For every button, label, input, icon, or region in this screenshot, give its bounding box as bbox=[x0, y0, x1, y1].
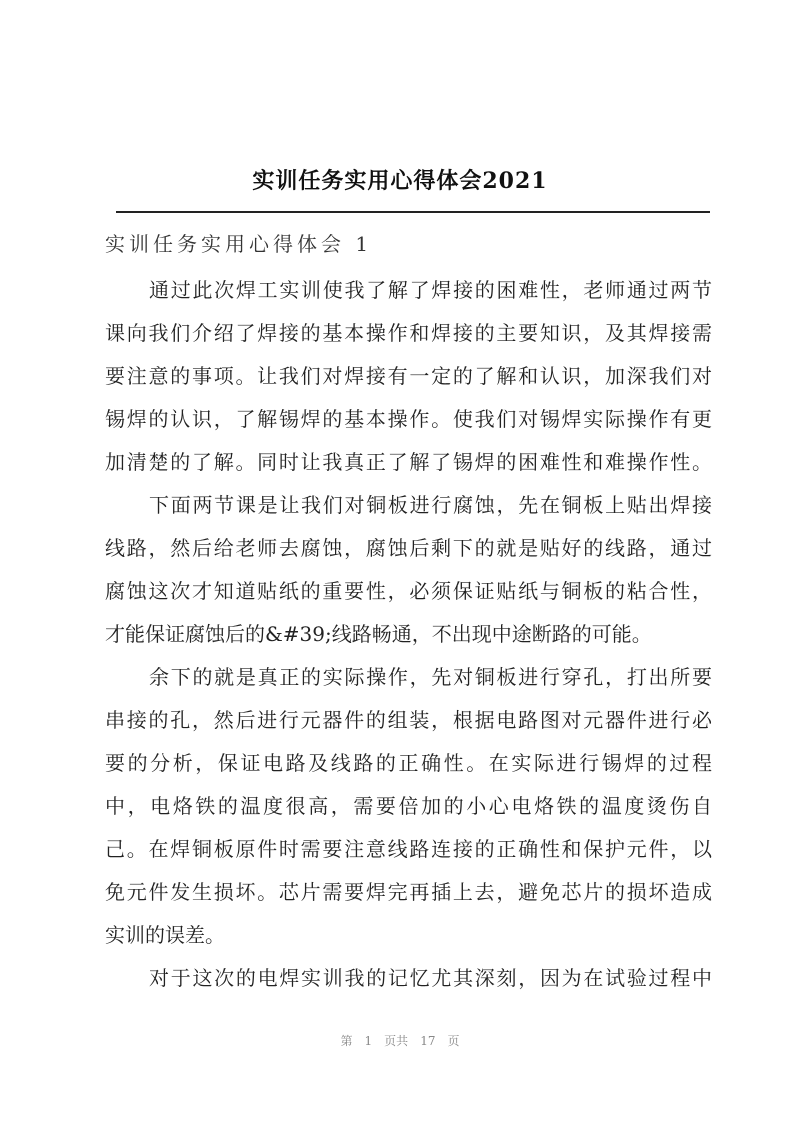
paragraph-line: 课向我们介绍了焊接的基本操作和焊接的主要知识，及其焊接需 bbox=[105, 321, 712, 345]
paragraph-line: 中，电烙铁的温度很高，需要倍加的小心电烙铁的温度烫伤自 bbox=[105, 794, 712, 818]
document-title: 实训任务实用心得体会2021 bbox=[252, 168, 548, 194]
paragraphs bbox=[105, 269, 712, 1000]
paragraph-line: 己。在焊铜板原件时需要注意线路连接的正确性和保护元件，以 bbox=[105, 837, 712, 861]
paragraph-line: 串接的孔，然后进行元器件的组装，根据电路图对元器件进行必 bbox=[105, 708, 712, 732]
paragraph-line: 线路，然后给老师去腐蚀，腐蚀后剩下的就是贴好的线路，通过 bbox=[105, 536, 712, 560]
paragraph-line: 下面两节课是让我们对铜板进行腐蚀，先在铜板上贴出焊接 bbox=[149, 493, 712, 517]
section-heading: 实训任务实用心得体会 1 bbox=[105, 232, 373, 256]
paragraph-line: 才能保证腐蚀后的&#39;线路畅通，不出现中途断路的可能。 bbox=[105, 622, 652, 646]
footer-page-number: 1 bbox=[364, 1034, 373, 1048]
paragraph-line: 余下的就是真正的实际操作，先对铜板进行穿孔，打出所要 bbox=[149, 665, 712, 689]
paragraph-line: 要注意的事项。让我们对焊接有一定的了解和认识，加深我们对 bbox=[105, 364, 712, 388]
paragraph-line: 腐蚀这次才知道贴纸的重要性，必须保证贴纸与铜板的粘合性， bbox=[105, 579, 712, 603]
page-footer bbox=[0, 1032, 800, 1049]
paragraph-line: 通过此次焊工实训使我了解了焊接的困难性，老师通过两节 bbox=[149, 278, 712, 302]
footer-total-pages: 17 bbox=[420, 1034, 436, 1048]
paragraph-line: 锡焊的认识，了解锡焊的基本操作。使我们对锡焊实际操作有更 bbox=[105, 407, 712, 431]
paragraph-line: 对于这次的电焊实训我的记忆尤其深刻，因为在试验过程中 bbox=[149, 966, 712, 990]
paragraph-line: 要的分析，保证电路及线路的正确性。在实际进行锡焊的过程 bbox=[105, 751, 712, 775]
footer-prefix: 第 bbox=[340, 1034, 353, 1048]
footer-middle: 页共 bbox=[384, 1034, 409, 1048]
document-body bbox=[105, 226, 712, 1000]
paragraph-line: 加清楚的了解。同时让我真正了解了锡焊的困难性和难操作性。 bbox=[105, 450, 712, 474]
title-divider bbox=[116, 211, 710, 213]
footer-suffix: 页 bbox=[447, 1034, 460, 1048]
paragraph-line: 实训的误差。 bbox=[105, 923, 225, 947]
paragraph-line: 免元件发生损坏。芯片需要焊完再插上去，避免芯片的损坏造成 bbox=[105, 880, 712, 904]
